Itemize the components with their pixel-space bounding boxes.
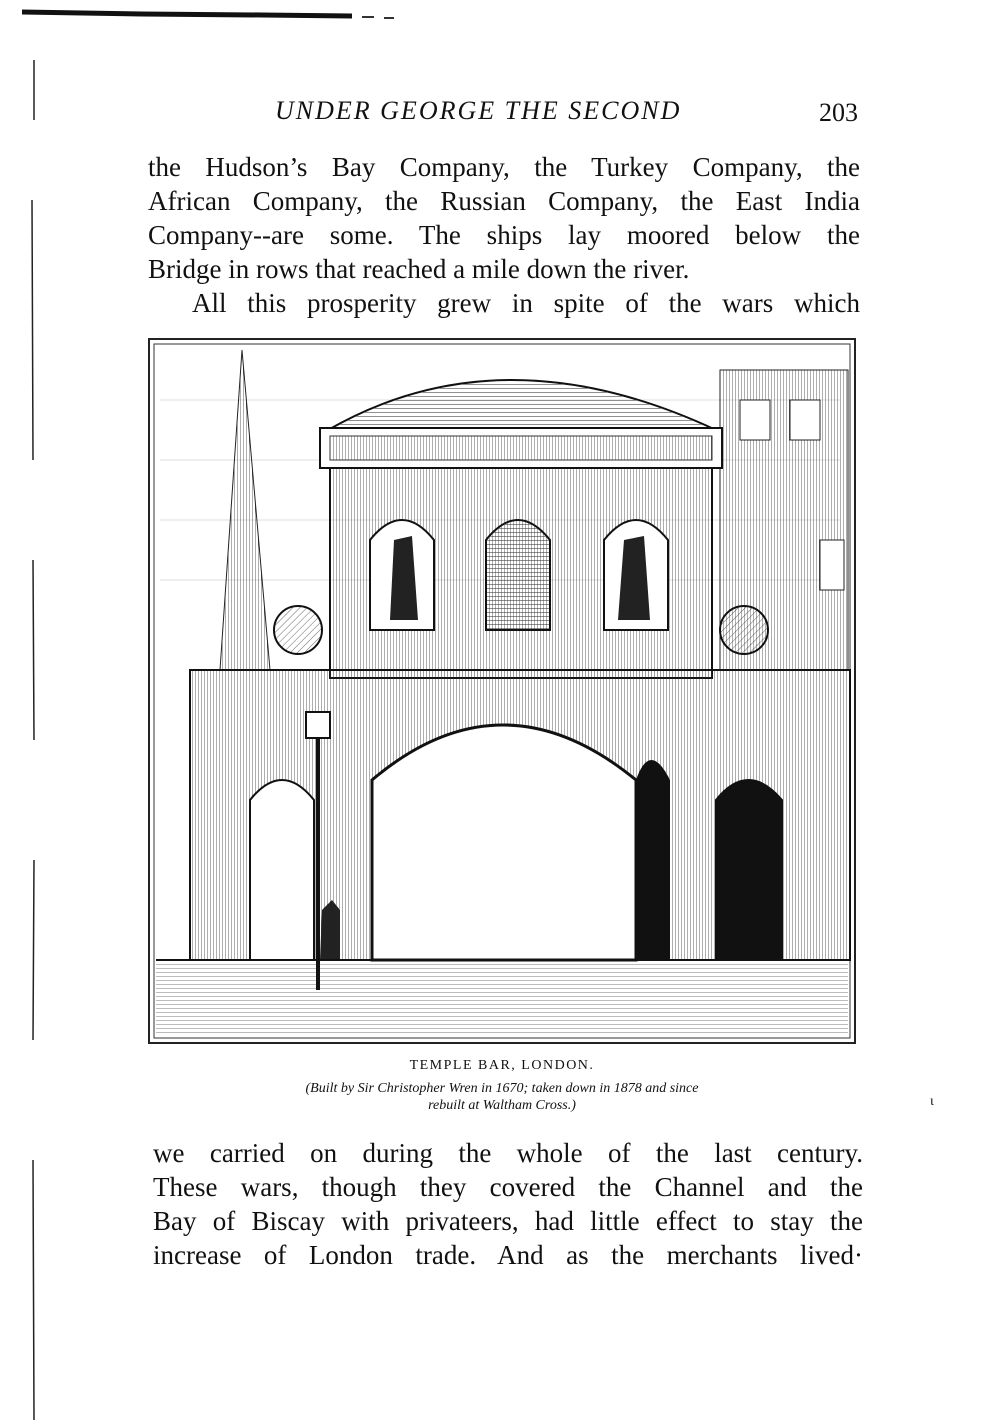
caption-note-line: rebuilt at Waltham Cross.)	[428, 1098, 576, 1113]
scan-left-edge	[28, 40, 40, 1420]
text-line: These wars, though they covered the Channel and the	[153, 1172, 863, 1202]
page-number: 203	[819, 98, 858, 127]
stray-mark: ι	[930, 1094, 934, 1109]
temple-bar-engraving	[148, 338, 856, 1044]
caption-note-line: (Built by Sir Christopher Wren in 1670; taken down in 1878 and since	[305, 1081, 699, 1096]
text-line: increase of London trade. And as the merchants lived·	[153, 1240, 863, 1270]
scan-top-bar	[22, 8, 402, 20]
engraving-illustration	[150, 340, 854, 1042]
text-line: All this prosperity grew in spite of the wars which	[192, 288, 860, 318]
text-line: Company--are some. The ships lay moored below the	[148, 220, 860, 250]
text-line: African Company, the Russian Company, the East India	[148, 186, 860, 216]
text-line: the Hudson’s Bay Company, the Turkey Company, the	[148, 152, 860, 182]
running-head	[150, 96, 862, 130]
running-title: UNDER GEORGE THE SECOND	[275, 96, 682, 125]
text-line: Bay of Biscay with privateers, had little effect to stay the	[153, 1206, 863, 1236]
text-line: Bridge in rows that reached a mile down the river.	[148, 254, 690, 284]
paragraph-bottom	[153, 1136, 863, 1272]
caption-title: TEMPLE BAR, LONDON.	[409, 1058, 595, 1073]
paragraph-top	[148, 150, 860, 320]
figure-caption	[148, 1058, 856, 1114]
text-line: we carried on during the whole of the last century.	[153, 1138, 863, 1168]
